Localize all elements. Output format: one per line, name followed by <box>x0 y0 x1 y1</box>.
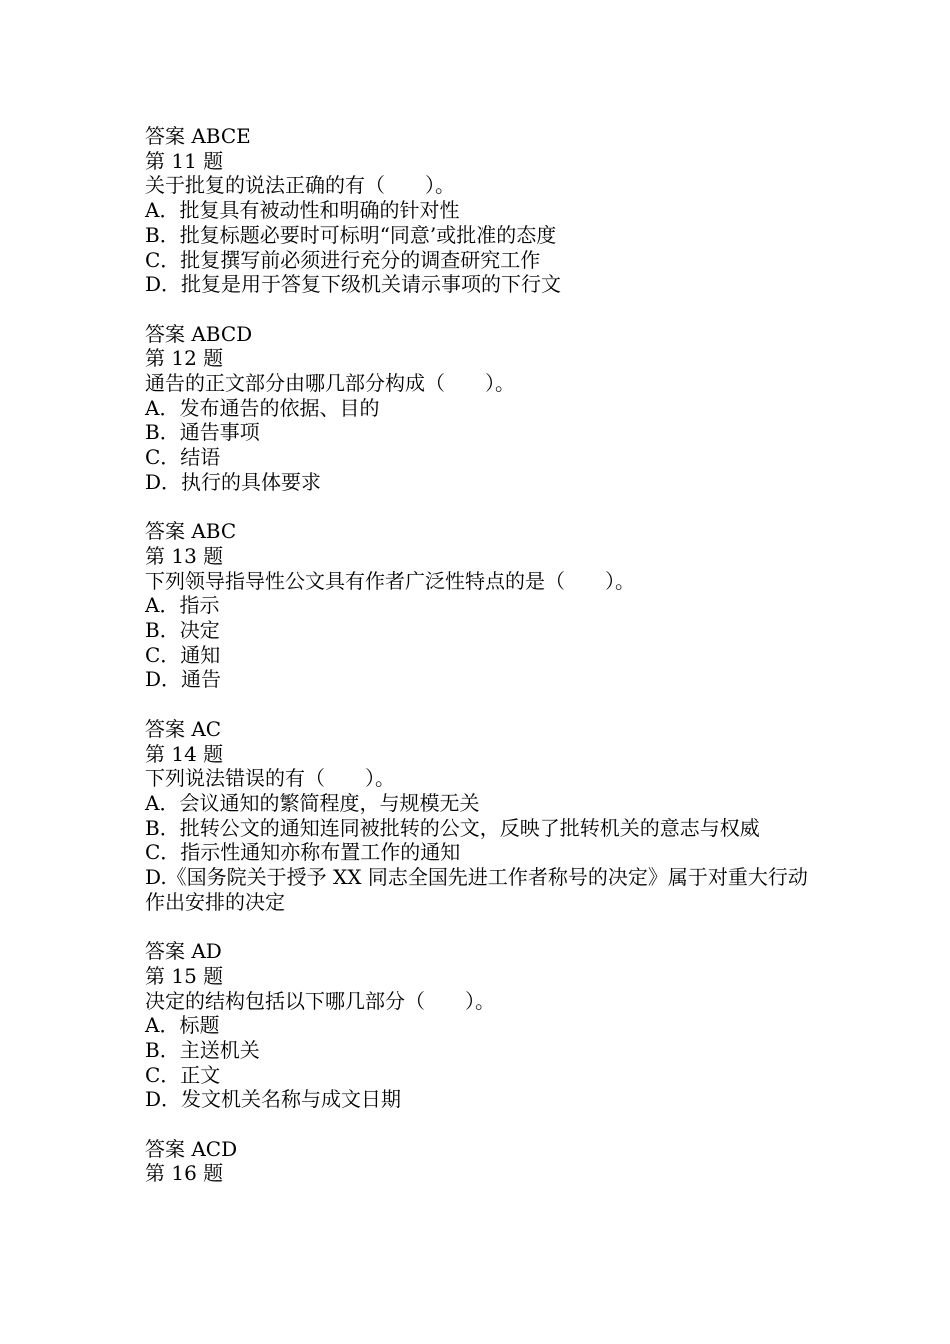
option-d: D．执行的具体要求 <box>145 469 322 494</box>
option-c: C．批复撰写前必须进行充分的调查研究工作 <box>145 247 541 272</box>
option-d: D．批复是用于答复下级机关请示事项的下行文 <box>145 272 562 297</box>
option-b: B．批转公文的通知连同被批转的公文，反映了批转机关的意志与权威 <box>145 815 760 840</box>
block-gap <box>145 495 813 520</box>
option-d: D．发文机关名称与成文日期 <box>145 1087 402 1112</box>
answer-line: 答案 ACD <box>145 1136 238 1161</box>
option-d: D．通告 <box>145 667 222 692</box>
option-c: C．正文 <box>145 1062 221 1087</box>
question-number: 第 12 题 <box>145 346 224 371</box>
option-b: B．批复标题必要时可标明“同意’或批准的态度 <box>145 222 557 247</box>
question-13 <box>145 544 813 742</box>
option-b: B．主送机关 <box>145 1037 260 1062</box>
option-a: A．批复具有被动性和明确的针对性 <box>145 198 460 223</box>
block-gap <box>145 297 813 322</box>
question-15 <box>145 964 813 1162</box>
question-stem: 关于批复的说法正确的有（ ）。 <box>145 173 455 198</box>
block-gap <box>145 692 813 717</box>
answer-line: 答案 AC <box>145 716 222 741</box>
question-number: 第 13 题 <box>145 543 224 568</box>
option-b: B．决定 <box>145 618 220 643</box>
block-gap <box>145 1112 813 1137</box>
block-gap <box>145 914 813 939</box>
option-a: A．指示 <box>145 593 220 618</box>
document-page <box>145 124 813 1186</box>
question-11 <box>145 149 813 347</box>
option-c: C．结语 <box>145 445 221 470</box>
question-stem: 通告的正文部分由哪几部分构成（ ）。 <box>145 371 515 396</box>
question-number: 第 14 题 <box>145 741 224 766</box>
option-a: A．发布通告的依据、目的 <box>145 395 380 420</box>
answer-line: 答案 AD <box>145 939 222 964</box>
question-number: 第 16 题 <box>145 1161 224 1186</box>
option-a: A．会议通知的繁简程度，与规模无关 <box>145 790 480 815</box>
question-number: 第 11 题 <box>145 148 224 173</box>
option-a: A．标题 <box>145 1013 220 1038</box>
option-c: C．指示性通知亦称布置工作的通知 <box>145 840 461 865</box>
option-c: C．通知 <box>145 642 221 667</box>
question-stem: 下列说法错误的有（ ）。 <box>145 766 395 791</box>
question-number: 第 15 题 <box>145 963 224 988</box>
answer-line: 答案 ABCE <box>145 124 251 148</box>
answer-line: 答案 ABC <box>145 519 237 544</box>
answer-line: 答案 ABCD <box>145 321 253 346</box>
option-b: B．通告事项 <box>145 420 260 445</box>
question-14 <box>145 742 813 964</box>
question-stem: 决定的结构包括以下哪几部分（ ）。 <box>145 988 495 1013</box>
option-d: D.《国务院关于授予 XX 同志全国先进工作者称号的决定》属于对重大行动作出安排的决定 <box>145 865 808 914</box>
question-12 <box>145 346 813 544</box>
question-stem: 下列领导指导性公文具有作者广泛性特点的是（ ）。 <box>145 568 635 593</box>
